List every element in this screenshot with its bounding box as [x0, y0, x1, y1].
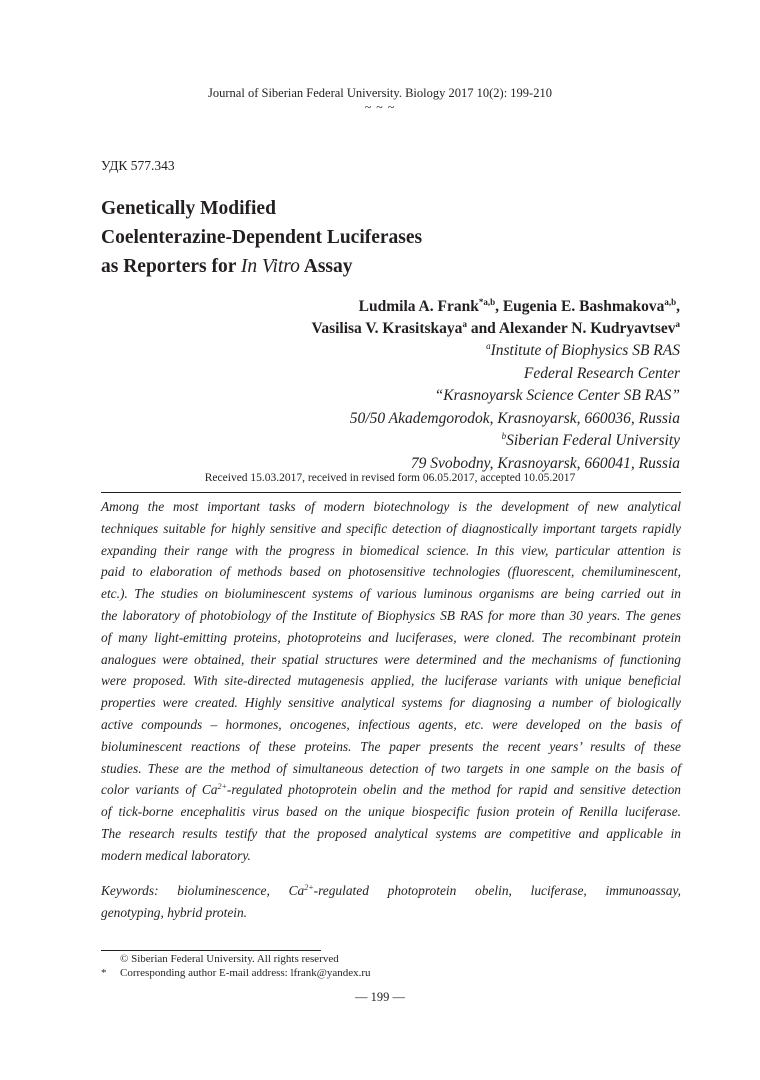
title-line-1: Genetically Modified: [101, 198, 276, 219]
affiliation-b-line-1: $^b$Siberian Federal University: [501, 431, 680, 449]
page-number: — 199 —: [355, 990, 405, 1004]
abstract-line: The research results testify that the proposed analytical systems are competitive and applicable in: [101, 825, 681, 841]
title-line-3: as Reporters for In Vitro Assay: [101, 256, 353, 277]
abstract-line: color variants of $Ca^{2+}$-regulated photoprotein obelin and the method for rapid and sensitive detection: [101, 782, 681, 798]
abstract-line: expanding their range with the progress in biomedical science. In this view, particular attention is: [101, 542, 681, 558]
abstract-line: paid to elaboration of methods based on photosensitive technologies (fluorescent, chemiluminescent,: [101, 564, 681, 580]
abstract-line: properties were created. Highly sensitive analytical systems for diagnosing a number of biologically: [101, 695, 681, 711]
affiliation-a-line-3: “Krasnoyarsk Science Center SB RAS”: [434, 387, 680, 404]
abstract-line: of tick-borne encephalitis virus based on the unique biospecific fusion protein of Renilla luciferase.: [101, 804, 681, 820]
abstract: [101, 496, 681, 867]
abstract-line: of many light-emitting proteins, photoproteins and luciferases, were cloned. The recombinant protein: [101, 629, 681, 645]
abstract-line: bioluminescent reactions of these proteins. The paper presents the recent years’ results of these: [101, 738, 681, 754]
abstract-line: studies. These are the method of simultaneous detection of two targets in one sample on the basis of: [101, 760, 681, 776]
authors-line-2: Vasilisa V. Krasitskaya$^a$ and Alexander N. Kudryavtsev$^a$: [311, 319, 680, 337]
author-frank: Ludmila A. Frank: [358, 298, 479, 315]
affiliation-a-line-1: $^a$Institute of Biophysics SB RAS: [486, 341, 680, 359]
authors-line-1: Ludmila A. Frank$^{*a,b}$, Eugenia E. Bashmakova$^{a,b}$,: [358, 297, 680, 315]
abstract-line: etc.). The studies on bioluminescent systems of various luminous organisms are being carried out in: [101, 586, 681, 602]
author-kudryavtsev: Alexander N. Kudryavtsev: [498, 320, 676, 337]
abstract-line: Among the most important tasks of modern biotechnology is the development of new analytical: [101, 499, 681, 514]
udk-code: УДК 577.343: [101, 158, 175, 173]
corresponding-author-footnote: * Corresponding author E-mail address: lfrank@yandex.ru: [101, 967, 371, 979]
abstract-divider: [101, 492, 681, 493]
title-line-2: Coelenterazine-Dependent Luciferases: [101, 227, 423, 248]
header-ornament: ~ ~ ~: [364, 100, 396, 114]
keywords-line-1: Keywords: bioluminescence, $Ca^{2+}$-regulated photoprotein obelin, luciferase, immunoassay,: [101, 883, 681, 898]
copyright-footnote: © Siberian Federal University. All rights reserved: [120, 953, 339, 965]
received-dates: Received 15.03.2017, received in revised form 06.05.2017, accepted 10.05.2017: [204, 472, 576, 484]
author-krasitskaya: Vasilisa V. Krasitskaya: [311, 320, 463, 337]
abstract-line: analogues were obtained, their spatial structures were determined and the mechanisms of functioning: [101, 651, 681, 667]
footnote-divider: [101, 950, 321, 951]
affiliation-a-line-2: Federal Research Center: [523, 364, 680, 382]
abstract-line: were proposed. With site-directed mutagenesis applied, the luciferase variants with unique beneficial: [101, 673, 681, 689]
journal-header: Journal of Siberian Federal University. Biology 2017 10(2): 199-210: [208, 86, 552, 100]
affiliation-b-line-2: 79 Svobodny, Krasnoyarsk, 660041, Russia: [410, 454, 680, 472]
abstract-line: the laboratory of photobiology of the Institute of Biophysics SB RAS for more than 30 years. The genes: [101, 607, 681, 623]
abstract-line: techniques suitable for highly sensitive and specific detection of diagnostically important targets rapidly: [101, 520, 681, 536]
author-bashmakova: Eugenia E. Bashmakova: [502, 298, 665, 315]
keywords: [101, 880, 681, 924]
keywords-line-2: genotyping, hybrid protein.: [101, 904, 248, 920]
affiliations: [350, 340, 680, 475]
author-list: [312, 296, 680, 340]
paper-title: [101, 194, 422, 281]
affiliation-a-line-4: 50/50 Akademgorodok, Krasnoyarsk, 660036, Russia: [349, 409, 680, 427]
abstract-line: active compounds – hormones, oncogenes, infectious agents, etc. were developed on the basis of: [101, 716, 681, 732]
abstract-line: modern medical laboratory.: [101, 847, 251, 863]
